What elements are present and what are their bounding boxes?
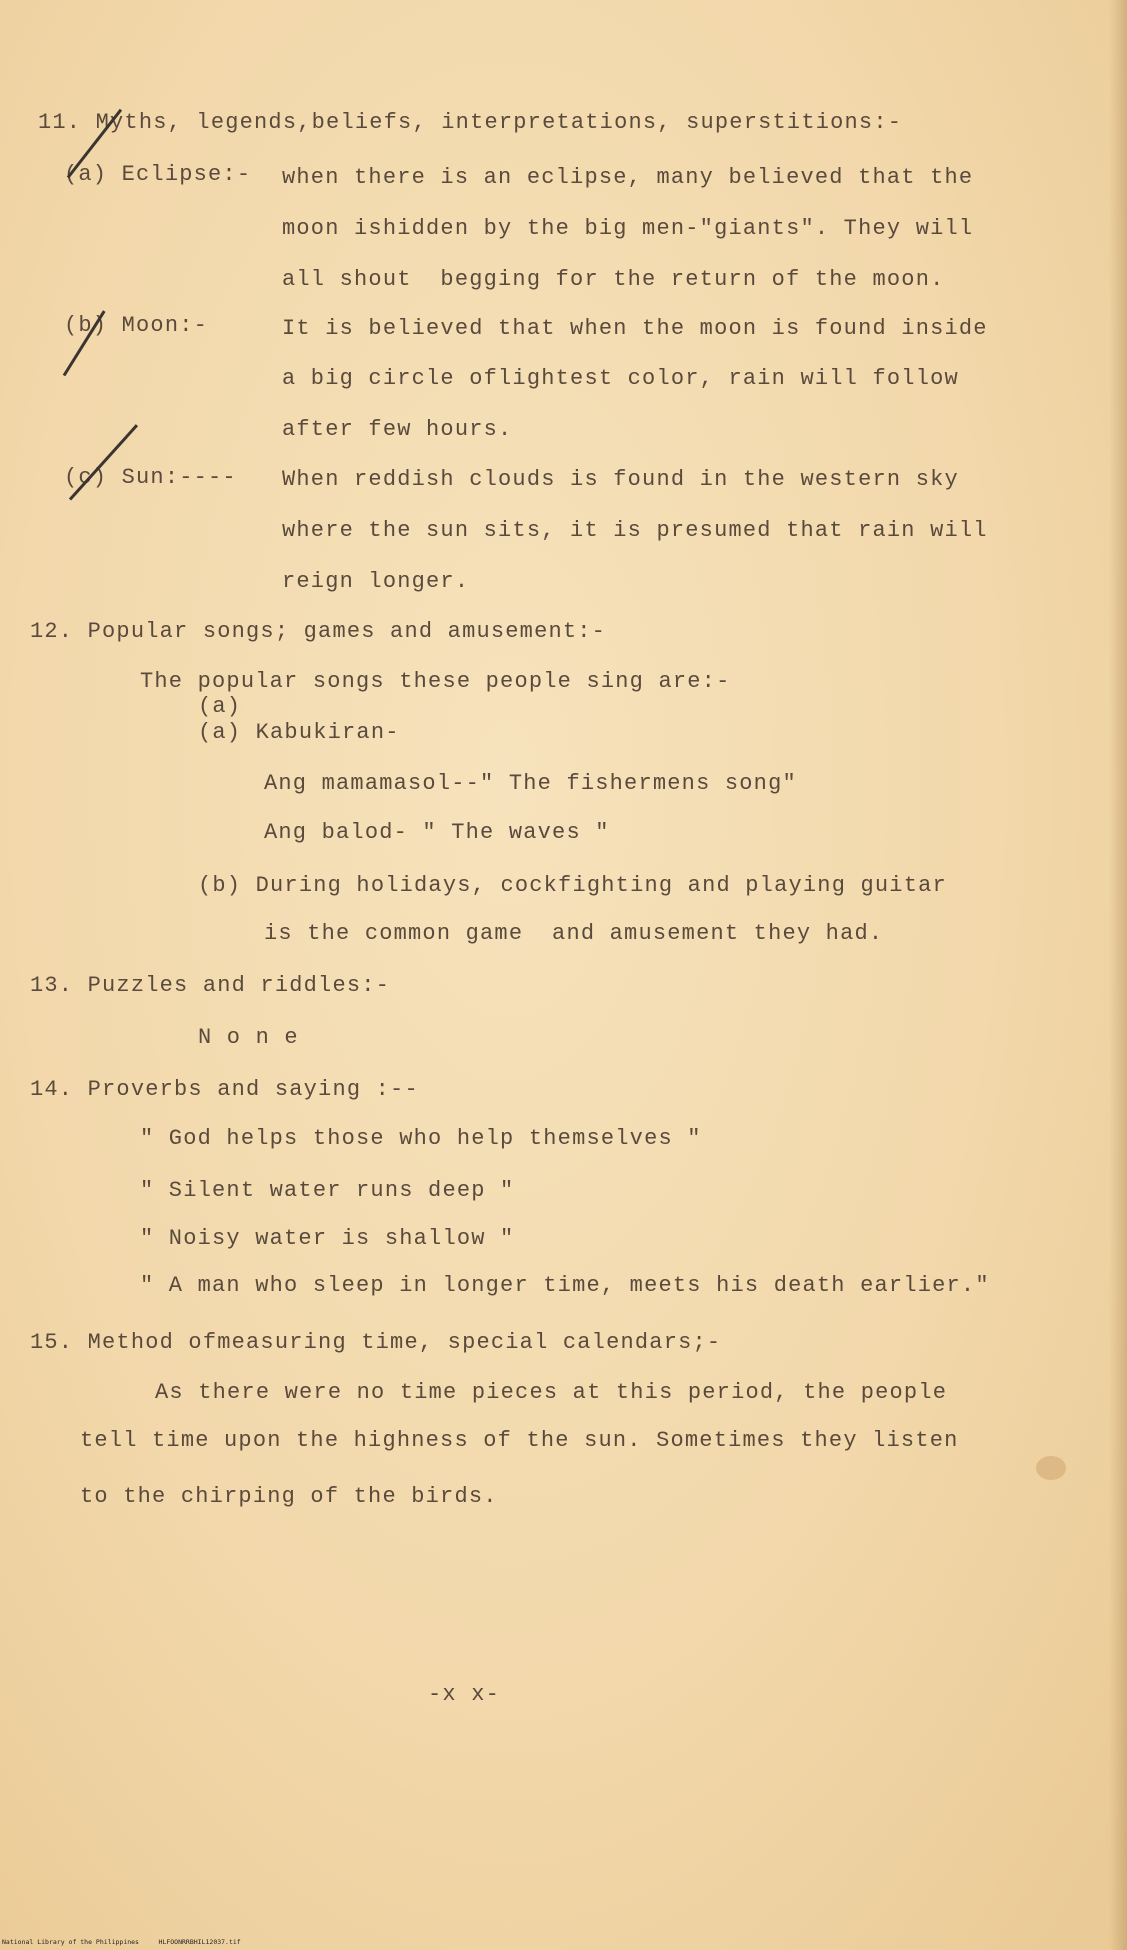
section-12-heading: 12. Popular songs; games and amusement:-	[30, 619, 607, 644]
proverb-1: " God helps those who help themselves "	[140, 1126, 702, 1151]
song-fishermen: Ang mamamasol--" The fishermens song"	[264, 771, 797, 796]
time-line-2: tell time upon the highness of the sun. Sometimes they listen	[80, 1428, 959, 1453]
moon-line-2: a big circle oflightest color, rain will follow	[282, 366, 959, 391]
songs-stray-label: (a)	[198, 694, 242, 719]
scan-footer: National Library of the Philippines HLFOONRRBHIL12037.tif	[2, 1938, 241, 1946]
moon-label: (b) Moon:-	[64, 313, 209, 338]
sun-line-3: reign longer.	[282, 569, 470, 594]
section-15-heading: 15. Method ofmeasuring time, special calendars;-	[30, 1330, 722, 1355]
moon-line-1: It is believed that when the moon is found inside	[282, 316, 988, 341]
section-14-heading: 14. Proverbs and saying :--	[30, 1077, 419, 1102]
kabukiran-label: (a) Kabukiran-	[198, 720, 400, 745]
section-13-heading: 13. Puzzles and riddles:-	[30, 973, 391, 998]
sun-line-1: When reddish clouds is found in the western sky	[282, 467, 959, 492]
sun-line-2: where the sun sits, it is presumed that rain will	[282, 518, 988, 543]
holidays-line-1: (b) During holidays, cockfighting and playing guitar	[198, 873, 947, 898]
paper-stain	[1036, 1456, 1066, 1480]
songs-intro: The popular songs these people sing are:-	[140, 669, 731, 694]
holidays-line-2: is the common game and amusement they had.	[264, 921, 884, 946]
time-line-3: to the chirping of the birds.	[80, 1484, 498, 1509]
proverb-4: " A man who sleep in longer time, meets his death earlier."	[140, 1273, 990, 1298]
proverb-2: " Silent water runs deep "	[140, 1178, 515, 1203]
proverb-3: " Noisy water is shallow "	[140, 1226, 515, 1251]
section-11-heading: 11. Myths, legends,beliefs, interpretations, superstitions:-	[38, 110, 903, 135]
eclipse-label: (a) Eclipse:-	[64, 162, 252, 187]
sun-label: (c) Sun:----	[64, 465, 237, 490]
eclipse-line-2: moon ishidden by the big men-"giants". They will	[282, 216, 974, 241]
page-edge-shadow	[1109, 0, 1127, 1950]
riddles-none: N o n e	[198, 1025, 299, 1050]
song-waves: Ang balod- " The waves "	[264, 820, 610, 845]
time-line-1: As there were no time pieces at this period, the people	[155, 1380, 948, 1405]
moon-line-3: after few hours.	[282, 417, 513, 442]
eclipse-line-1: when there is an eclipse, many believed that the	[282, 165, 974, 190]
end-mark: -x x-	[428, 1682, 501, 1707]
eclipse-line-3: all shout begging for the return of the moon.	[282, 267, 945, 292]
